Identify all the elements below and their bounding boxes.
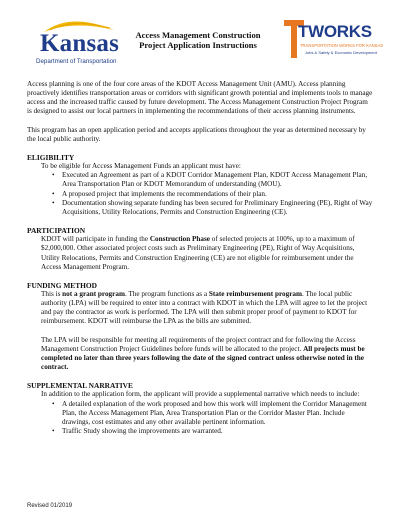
title-line-1: Access Management Construction bbox=[135, 30, 261, 40]
eligibility-item: • A proposed project that implements the recommendations of their plan. bbox=[62, 190, 373, 199]
tworks-wordmark: TWORKS bbox=[298, 22, 372, 41]
narrative-item: • A detailed explanation of the work proposed and how this work will implement the Corridor Management Plan, the Access Management Plan, Area Transportation Plan or the Corridor Master Plan. Include drawings, cost estimates and any other available pertinent information. bbox=[62, 400, 373, 427]
funding-paragraph-2: The LPA will be responsible for meeting all requirements of the project contract and for following the Access Management Construction Project Guidelines before funds will be allocated to the project. All projects must be completed no later than three years following the date of the signed contract unless otherwise noted in the contract. bbox=[41, 335, 365, 372]
eligibility-item: • Documentation showing separate funding has been secured for Preliminary Engineering (PE), Right of Way Acquisitions, Utility Relocations, Permits and Construction Engineering (CE). bbox=[62, 199, 373, 217]
narrative-lead: In addition to the application form, the applicant will provide a supplemental narrative which needs to include: bbox=[41, 390, 360, 399]
narrative-heading: SUPPLEMENTAL NARRATIVE bbox=[27, 381, 133, 391]
intro-paragraph-1: Access planning is one of the four core areas of the KDOT Access Management Unit (AMU). Access planning proactively identifies transportation areas or corridors with significant growth potential and implements tools to manage access and the increased traffic caused by future development. The Access Management Construction Project Program is designed to assist our local partners in implementing the recommendations of their access planning instruments. bbox=[27, 80, 373, 116]
participation-heading: PARTICIPATION bbox=[27, 226, 86, 236]
intro-paragraph-2: This program has an open application period and accepts applications throughout the year as determined necessary by the local public authority. bbox=[27, 125, 366, 143]
title-line-2: Project Application Instructions bbox=[139, 40, 257, 50]
narrative-item: • Traffic Study showing the improvements are warranted. bbox=[62, 427, 373, 436]
funding-heading: FUNDING METHOD bbox=[27, 280, 98, 290]
eligibility-heading: ELIGIBILITY bbox=[27, 152, 75, 162]
eligibility-item: • Executed an Agreement as part of a KDOT Corridor Management Plan, KDOT Access Management Plan, Area Transportation Plan or KDOT Memorandum of understanding (MOU). bbox=[62, 171, 373, 189]
page-title bbox=[128, 30, 268, 50]
eligibility-lead: To be eligible for Access Management Funds an applicant must have: bbox=[41, 162, 241, 171]
kdot-logo bbox=[30, 18, 120, 66]
document-body bbox=[27, 80, 373, 436]
participation-paragraph: KDOT will participate in funding the Construction Phase of selected projects at 100%, up to a maximum of $2,000,000. Other associated project costs such as Preliminary Engineering (PE), Right of Way Acquisitions, Utility Relocations, Permits and Construction Engineering (CE) are not eligible for reimbursement under the Access Management Program. bbox=[41, 235, 355, 271]
tworks-tagline-2: Jobs & Safety & Economic Development bbox=[305, 50, 377, 55]
revision-date: Revised 01/2019 bbox=[27, 503, 73, 509]
funding-paragraph-1: This is not a grant program. The program functions as a State reimbursement program. The local public authority (LPA) will be required to enter into a contract with KDOT in which the LPA will agree to let the project and pay the contractor as work is performed. The LPA will then submit proper proof of payment to KDOT for reimbursement. KDOT will reimburse the LPA as the bills are submitted. bbox=[41, 289, 368, 326]
kdot-subtitle: Department of Transportation bbox=[36, 58, 117, 65]
kansas-wordmark: Kansas bbox=[40, 30, 120, 57]
eligibility-list bbox=[27, 171, 373, 217]
narrative-list bbox=[27, 400, 373, 437]
tworks-tagline: TRANSPORTATION WORKS FOR KANSAS bbox=[300, 43, 384, 48]
tworks-logo bbox=[282, 14, 384, 64]
